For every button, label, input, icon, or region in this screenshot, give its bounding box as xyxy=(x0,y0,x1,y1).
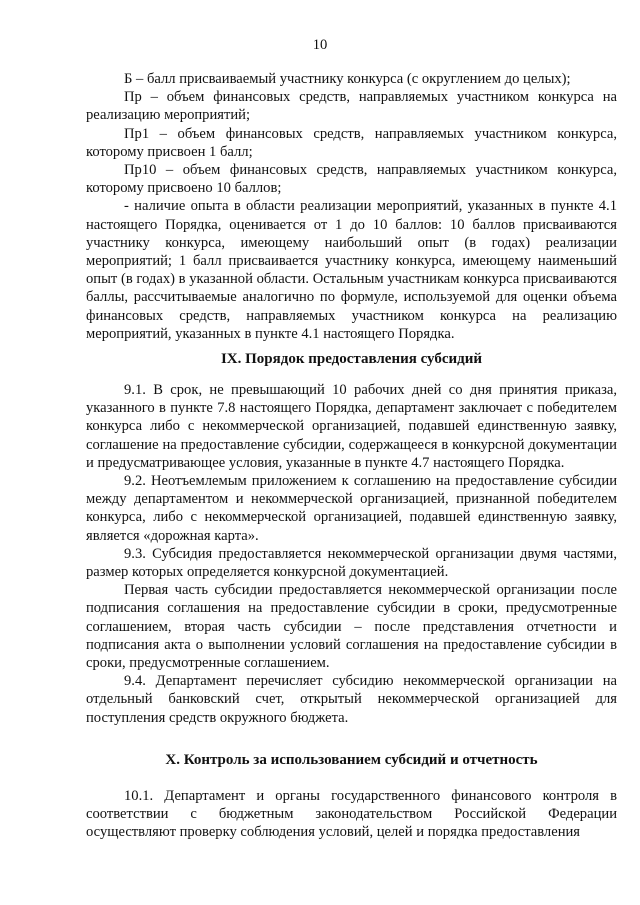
formula-definitions xyxy=(86,70,617,343)
paragraph-b-definition: Б – балл присваиваемый участнику конкурса (с округлением до целых); xyxy=(124,71,571,87)
paragraph-pr-definition: Пр – объем финансовых средств, направляемых участником конкурса на реализацию мероприятий; xyxy=(86,89,617,124)
paragraph-pr10-definition: Пр10 – объем финансовых средств, направляемых участником конкурса, которому присвоено 10 баллов; xyxy=(86,162,617,197)
page-number: 10 xyxy=(312,37,328,53)
paragraph-9-4: 9.4. Департамент перечисляет субсидию некоммерческой организации на отдельный банковский счет, открытый некоммерческой организацией для поступления средств окружного бюджета. xyxy=(86,673,617,726)
paragraph-9-3-continuation: Первая часть субсидии предоставляется некоммерческой организации после подписания соглашения на предоставление субсидии в сроки, предусмотренные соглашением, вторая часть субсидии – после представления отчетности и подписания акта о выполнении условий соглашения на предоставление субсидии в сроки, предусмотренные соглашением. xyxy=(86,582,617,672)
paragraph-experience-criterion: - наличие опыта в области реализации мероприятий, указанных в пункте 4.1 настоящего Порядка, оценивается от 1 до 10 баллов: 10 баллов присваиваются участнику конкурса, имеющему наибольший опыт (в годах) реализации мероприятий; 1 балл присваивается участнику конкурса, имеющему наименьший опыт (в годах) в указанной области. Остальным участникам конкурса присваиваются баллы, рассчитываемые аналогично по формуле, используемой для оценки объема финансовых средств, направляемых участником конкурса на реализацию мероприятий, указанных в пункте 4.1 настоящего Порядка. xyxy=(86,198,617,342)
section-10-heading: X. Контроль за использованием субсидий и отчетность xyxy=(165,752,538,768)
paragraph-9-2: 9.2. Неотъемлемым приложением к соглашению на предоставление субсидии между департаментом и некоммерческой организацией, признанной победителем конкурса, либо с некоммерческой организацией, подавшей единственную заявку, является «дорожная карта». xyxy=(86,473,617,544)
section-9-body xyxy=(86,381,617,727)
paragraph-10-1: 10.1. Департамент и органы государственного финансового контроля в соответствии с бюджетным законодательством Российской Федерации осуществляют проверку соблюдения условий, целей и порядка предоставления xyxy=(86,788,617,841)
section-10-body xyxy=(86,787,617,842)
paragraph-9-3: 9.3. Субсидия предоставляется некоммерческой организации двумя частями, размер которых определяется конкурсной документацией. xyxy=(86,545,617,581)
paragraph-9-1: 9.1. В срок, не превышающий 10 рабочих дней со дня принятия приказа, указанного в пункте 7.8 настоящего Порядка, департамент заключает с победителем конкурса либо с некоммерческой организацией, подавшей единственную заявку, соглашение на предоставление субсидии, содержащееся в конкурсной документации и предусматривающее условия, указанные в пункте 4.7 настоящего Порядка. xyxy=(86,382,617,471)
paragraph-pr1-definition: Пр1 – объем финансовых средств, направляемых участником конкурса, которому присвоен 1 балл; xyxy=(86,125,617,160)
section-9-heading: IX. Порядок предоставления субсидий xyxy=(220,351,483,367)
